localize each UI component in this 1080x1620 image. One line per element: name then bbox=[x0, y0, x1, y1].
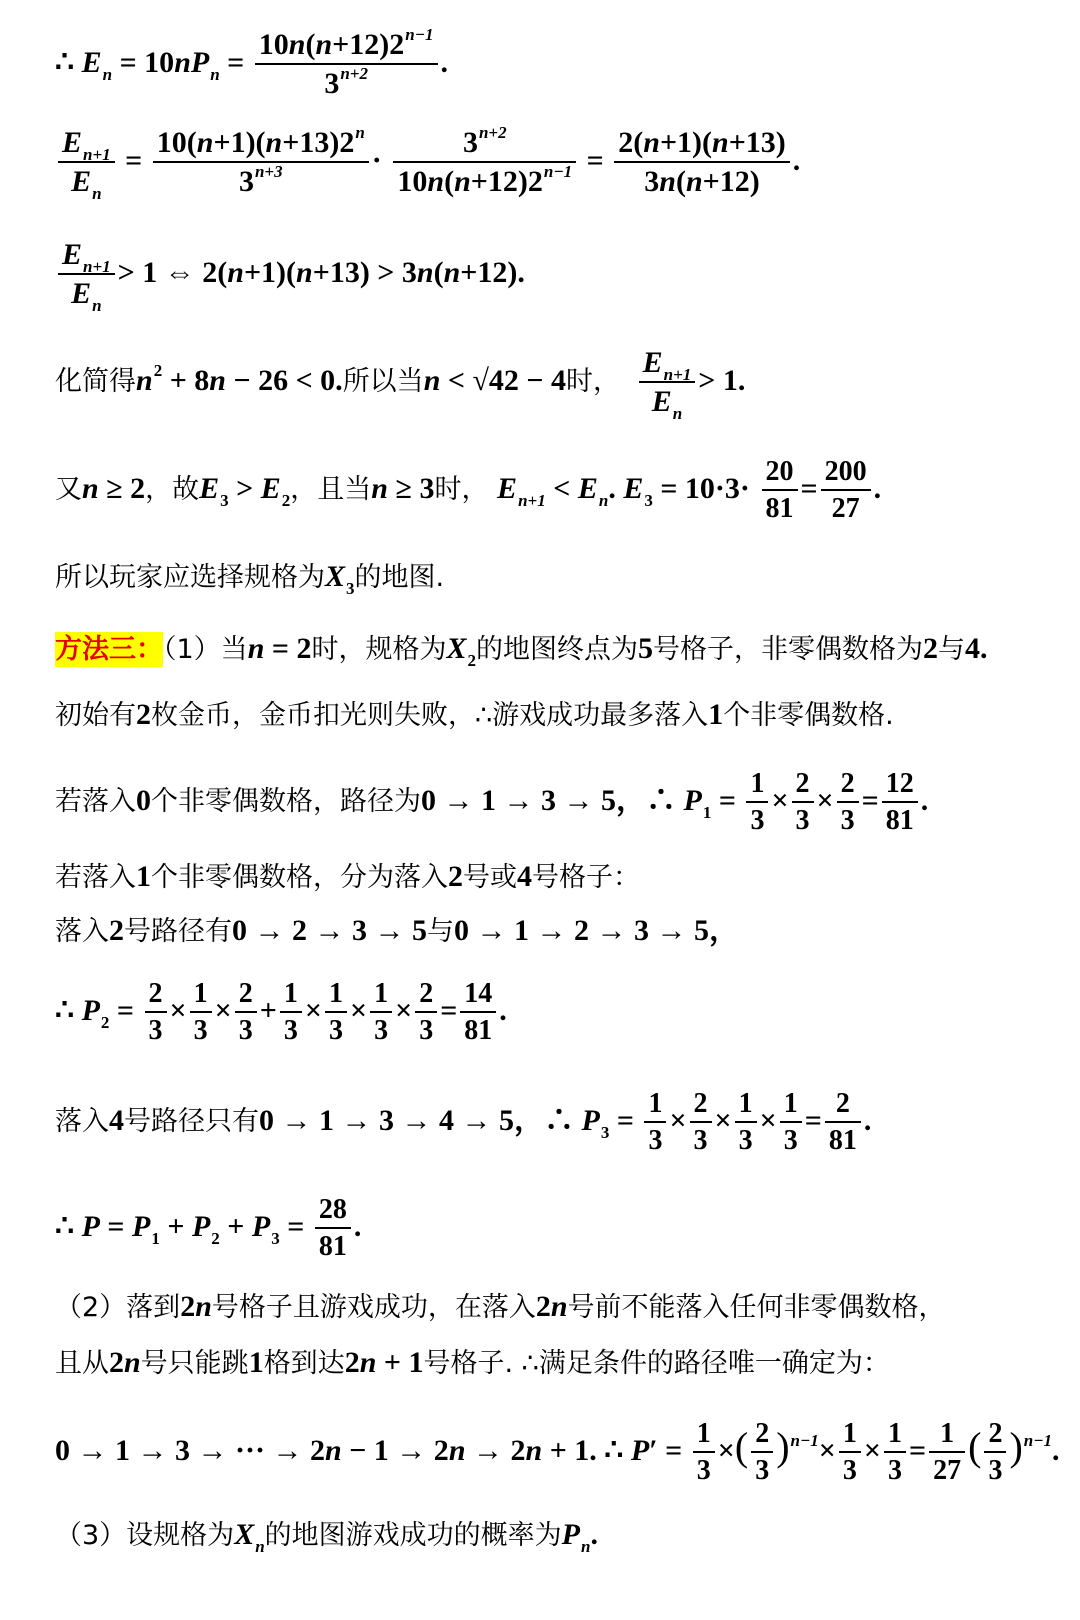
part3-intro: （3）设规格为$X_n$的地图游戏成功的概率为$P_n$. bbox=[55, 1518, 598, 1556]
equation-ratio-inequality: $\frac{E_{n+1}}{E_n}$ > 1 ⇔ 2(n+1)(n+13) > 3n(n+12). bbox=[55, 240, 525, 309]
land-on-2-paths: 落入2号路径有0 → 2 → 3 → 5与0 → 1 → 2 → 3 → 5， bbox=[55, 914, 739, 947]
part2-intro: （2）落到2n号格子且游戏成功，在落入2n号前不能落入任何非零偶数格， bbox=[55, 1290, 946, 1323]
simplify-line: 化简得$n^2 + 8n - 26 < 0$.所以当n < √42 − 4时， $\frac{E_{n+1}}{E_n}$ > 1. bbox=[55, 346, 746, 423]
equation-ratio: $\frac{E_{n+1}}{E_n}$ = $\frac{10(n+1)(n+13)2^n}{3^{n+3}}$ · $\frac{3^{n+2}}{10n(n+12)2^{n-1}}$ = $\frac{2(n+1)(n+13)}{3n(n+12)}$ . bbox=[55, 128, 800, 197]
conclusion-e3: 又n ≥ 2，故$E_3 > E_2$，且当n ≥ 3时， $E_{n+1} < E_n$. $E_3 = 10\cdot 3\cdot$ $\frac{20}{81}$ = $\frac{200}{27}$ . bbox=[55, 456, 882, 524]
case-zero: 若落入0个非零偶数格，路径为0 → 1 → 3 → 5，∴ $P_1$ = $\frac{1}{3}$ × $\frac{2}{3}$ × $\frac{2}{3}$ = $\frac{12}{81}$ . bbox=[55, 768, 929, 836]
p2-equation: ∴ $P_2$ = $\frac{2}{3}$ × $\frac{1}{3}$ × $\frac{2}{3}$ + $\frac{1}{3}$ × $\frac{1}{3}$ × $\frac{1}{3}$ × $\frac{2}{3}$ = $\frac{14}{81}$ . bbox=[55, 978, 507, 1046]
part2-path-unique: 且从2n号只能跳1格到达2n + 1号格子. ∴满足条件的路径唯一确定为： bbox=[55, 1346, 890, 1379]
initial-coins: 初始有2枚金币，金币扣光则失败，∴游戏成功最多落入1个非零偶数格. bbox=[55, 698, 894, 731]
case-one: 若落入1个非零偶数格，分为落入2号或4号格子： bbox=[55, 860, 640, 893]
part2-path-probability: 0 → 1 → 3 → ··· → 2n − 1 → 2n → 2n + 1. ∴ P′ = $\frac{1}{3}$ ×( $\frac{2}{3}$ )$^{n-1}$× $\frac{1}{3}$ × $\frac{1}{3}$ = $\frac{1}{27}$ ( $\frac{2}{3}$ )$^{n-1}$. bbox=[55, 1418, 1060, 1486]
equation-en-definition: ∴ $E_n = 10nP_n$ = $\frac{10n(n+12)2^{n-1}}{3^{n+2}}$ . bbox=[55, 25, 449, 100]
land-on-4-path: 落入4号路径只有0 → 1 → 3 → 4 → 5，∴ $P_3$ = $\frac{1}{3}$ × $\frac{2}{3}$ × $\frac{1}{3}$ × $\frac{1}{3}$ = $\frac{2}{81}$ . bbox=[55, 1088, 872, 1156]
method3-label: 方法三： bbox=[55, 634, 163, 665]
method3-part1: 方法三：（1）当n = 2时，规格为$X_2$的地图终点为5号格子，非零偶数格为2与4. bbox=[55, 632, 988, 670]
p-total: ∴ $P = P_1 + P_2 + P_3$ = $\frac{28}{81}$ . bbox=[55, 1194, 362, 1262]
choose-x3: 所以玩家应选择规格为$X_3$的地图. bbox=[55, 560, 445, 598]
